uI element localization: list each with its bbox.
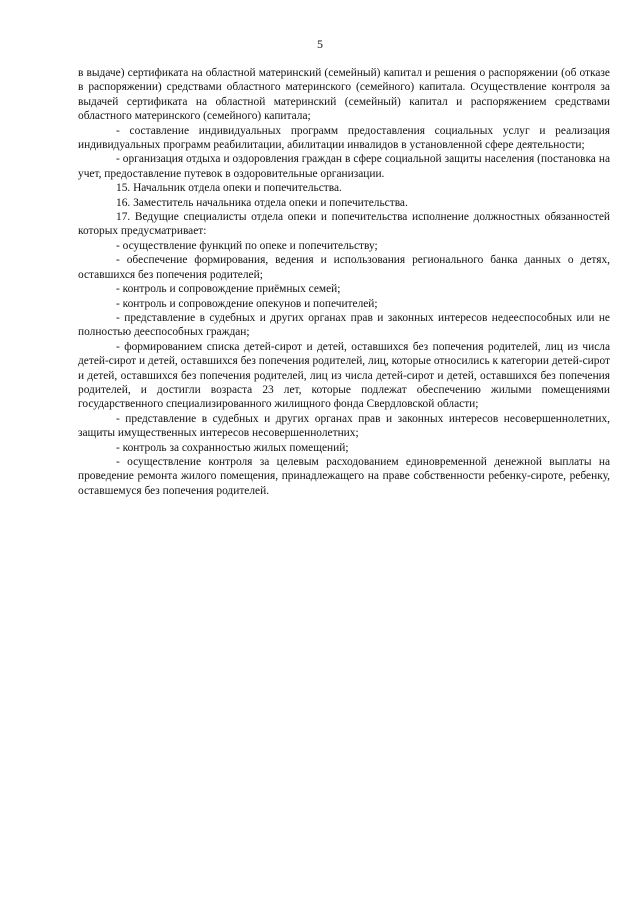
paragraph-rehabilitation-programs: - составление индивидуальных программ предоставления социальных услуг и реализация индивидуальных программ реабилитации, абилитации инвалидов в установленной сфере деятельности; [78,124,610,152]
paragraph-item-16: 16. Заместитель начальника отдела опеки и попечительства. [116,196,408,209]
list-item-minors-representation: - представление в судебных и других органах прав и законных интересов несовершеннолетних, защиты имущественных интересов несовершеннолетних; [78,412,610,440]
document-body [78,66,610,498]
list-item-incapable-citizens: - представление в судебных и других органах прав и законных интересов недееспособных или не полностью дееспособных граждан; [78,311,610,339]
list-item-foster-families: - контроль и сопровождение приёмных семей; [116,283,341,296]
page-number: 5 [317,37,323,51]
list-item-guardians-control: - контроль и сопровождение опекунов и попечителей; [116,297,378,310]
paragraph-recreation: - организация отдыха и оздоровления граждан в сфере социальной защиты населения (постановка на учет, предоставление путевок в оздоровительные организации. [78,153,610,180]
paragraph-certificate-control: в выдаче) сертификата на областной материнский (семейный) капитал и решения о распоряжении (об отказе в распоряжении) средствами областного материнского (семейного) капитала. Осуществление контроля за выдачей сертификата на областной материнский (семейный) капитал и распоряжением средствами областного материнского (семейного) капитала; [78,67,610,123]
list-item-housing-safety: - контроль за сохранностью жилых помещений; [116,441,349,454]
list-item-regional-data-bank: - обеспечение формирования, ведения и использования регионального банка данных о детях, оставшихся без попечения родителей; [78,254,610,281]
list-item-orphans-housing-list: - формированием списка детей-сирот и детей, оставшихся без попечения родителей, лиц из числа детей-сирот и детей, оставшихся без попечения родителей, лиц, которые относились к категории детей-сирот и детей, оставшихся без попечения родителей, лиц из числа детей-сирот и детей, оставшихся без попечения родителей, и достигли возраста 23 лет, которые подлежат обеспечению жилыми помещениями государственного специализированного жилищного фонда Свердловской области; [78,340,610,411]
paragraph-item-17: 17. Ведущие специалисты отдела опеки и попечительства исполнение должностных обязанностей которых предусматривает: [78,211,610,238]
paragraph-item-15: 15. Начальник отдела опеки и попечительства. [116,182,342,195]
list-item-guardianship-functions: - осуществление функций по опеке и попечительству; [116,239,378,252]
list-item-repair-payment-control: - осуществление контроля за целевым расходованием единовременной денежной выплаты на проведение ремонта жилого помещения, принадлежащего на праве собственности ребенку-сироте, ребенку, оставшемуся без попечения родителей. [78,455,610,497]
